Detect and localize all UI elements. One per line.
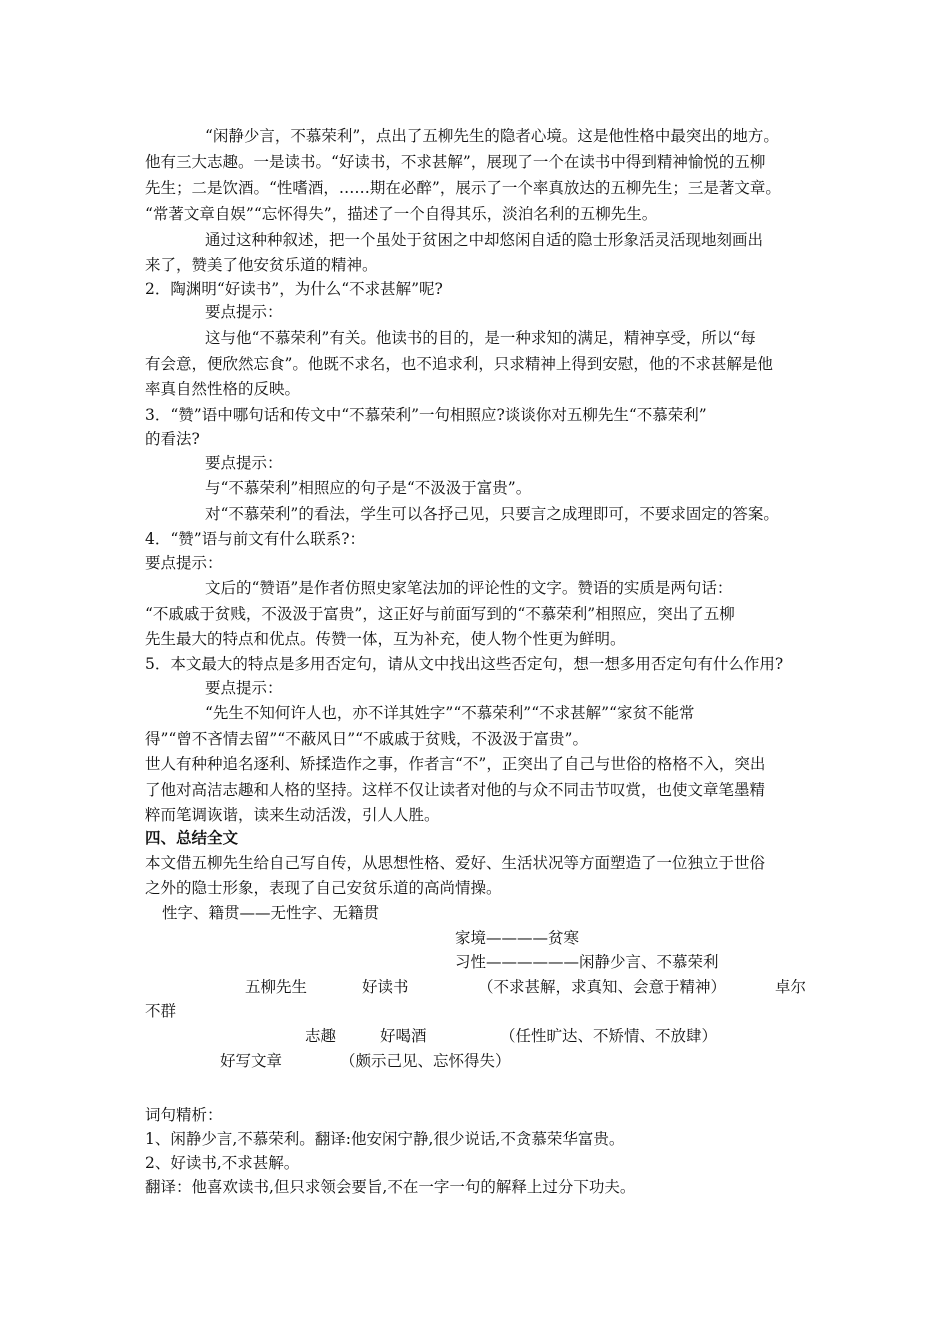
section-label: 词句精析： — [145, 1106, 223, 1124]
text-line: 来了，赞美了他安贫乐道的精神。 — [145, 256, 378, 274]
text-line: 对“不慕荣利”的看法，学生可以各抒己见，只要言之成理即可，不要求固定的答案。 — [205, 505, 779, 523]
hint-label: 要点提示： — [205, 303, 283, 321]
hint-label: 要点提示： — [145, 554, 223, 572]
question-4: 4．“赞”语与前文有什么联系?： — [145, 530, 366, 548]
text-line: 有会意，便欣然忘食”。他既不求名，也不追求利，只求精神上得到安慰，他的不求甚解是他 — [145, 355, 773, 373]
question-5: 5．本文最大的特点是多用否定句，请从文中找出这些否定句，想一想多用否定句有什么作用? — [145, 655, 784, 673]
text-line: 之外的隐士形象，表现了自己安贫乐道的高尚情操。 — [145, 879, 502, 897]
outline-item: 好喝酒 — [380, 1027, 427, 1045]
text-line: “闲静少言，不慕荣利”，点出了五柳先生的隐者心境。这是他性格中最突出的地方。 — [205, 127, 779, 145]
outline-note: （不求甚解，求真知、会意于精神） — [478, 978, 727, 996]
text-line: 2、好读书,不求甚解。 — [145, 1154, 300, 1172]
text-line: 先生；二是饮酒。“性嗜酒，……期在必醉”，展示了一个率真放达的五柳先生；三是著文章。 — [145, 179, 781, 197]
section-heading: 四、总结全文 — [145, 829, 239, 847]
question-3: 3．“赞”语中哪句话和传文中“不慕荣利”一句相照应?谈谈你对五柳先生“不慕荣利” — [145, 406, 707, 424]
outline-item: 好写文章 — [220, 1052, 283, 1070]
text-line: 这与他“不慕荣利”有关。他读书的目的，是一种求知的满足，精神享受，所以“每 — [205, 329, 756, 347]
hint-label: 要点提示： — [205, 454, 283, 472]
outline-conclusion: 不群 — [145, 1002, 177, 1020]
question-2: 2．陶渊明“好读书”，为什么“不求甚解”呢? — [145, 280, 443, 298]
outline-root: 五柳先生 — [245, 978, 308, 996]
text-line: 与“不慕荣利”相照应的句子是“不汲汲于富贵”。 — [205, 479, 532, 497]
text-line: 翻译：他喜欢读书,但只求领会要旨,不在一字一句的解释上过分下功夫。 — [145, 1178, 636, 1196]
outline-line: 性字、籍贯——无性字、无籍贯 — [162, 904, 380, 922]
text-line: 了他对高洁志趣和人格的坚持。这样不仅让读者对他的与众不同击节叹赏，也使文章笔墨精 — [145, 781, 766, 799]
text-line: 他有三大志趣。一是读书。“好读书，不求甚解”，展现了一个在读书中得到精神愉悦的五柳 — [145, 153, 766, 171]
outline-note: （颇示己见、忘怀得失） — [340, 1052, 511, 1070]
outline-conclusion: 卓尔 — [775, 978, 807, 996]
text-line: 粹而笔调诙谐，读来生动活泼，引人人胜。 — [145, 806, 440, 824]
hint-label: 要点提示： — [205, 679, 283, 697]
text-line: “先生不知何许人也，亦不详其姓字”“不慕荣利”“不求甚解”“家贫不能常 — [205, 704, 695, 722]
text-line: 率真自然性格的反映。 — [145, 380, 301, 398]
text-line: 先生最大的特点和优点。传赞一体，互为补充，使人物个性更为鲜明。 — [145, 630, 626, 648]
text-line: 通过这种种叙述，把一个虽处于贫困之中却悠闲自适的隐士形象活灵活现地刻画出 — [205, 231, 764, 249]
outline-branch: 志趣 — [305, 1027, 337, 1045]
text-line: 本文借五柳先生给自己写自传，从思想性格、爱好、生活状况等方面塑造了一位独立于世俗 — [145, 854, 766, 872]
outline-note: （任性旷达、不矫情、不放肆） — [500, 1027, 718, 1045]
text-line: 1、闲静少言,不慕荣利。翻译:他安闲宁静,很少说话,不贪慕荣华富贵。 — [145, 1130, 625, 1148]
text-line: 的看法? — [145, 430, 200, 448]
text-line: 世人有种种追名逐利、矫揉造作之事，作者言“不”，正突出了自己与世俗的格格不入，突出 — [145, 755, 766, 773]
text-line: 文后的“赞语”是作者仿照史家笔法加的评论性的文字。赞语的实质是两句话： — [205, 579, 733, 597]
text-line: 得”“曾不吝情去留”“不蔽风日”“不戚戚于贫贱，不汲汲于富贵”。 — [145, 730, 588, 748]
outline-item: 习性——————闲静少言、不慕荣利 — [455, 953, 719, 971]
outline-item: 家境————贫寒 — [455, 929, 580, 947]
text-line: “不戚戚于贫贱，不汲汲于富贵”，这正好与前面写到的“不慕荣利”相照应，突出了五柳 — [145, 605, 735, 623]
text-line: “常著文章自娱”“忘怀得失”，描述了一个自得其乐，淡泊名利的五柳先生。 — [145, 205, 658, 223]
outline-item: 好读书 — [362, 978, 409, 996]
